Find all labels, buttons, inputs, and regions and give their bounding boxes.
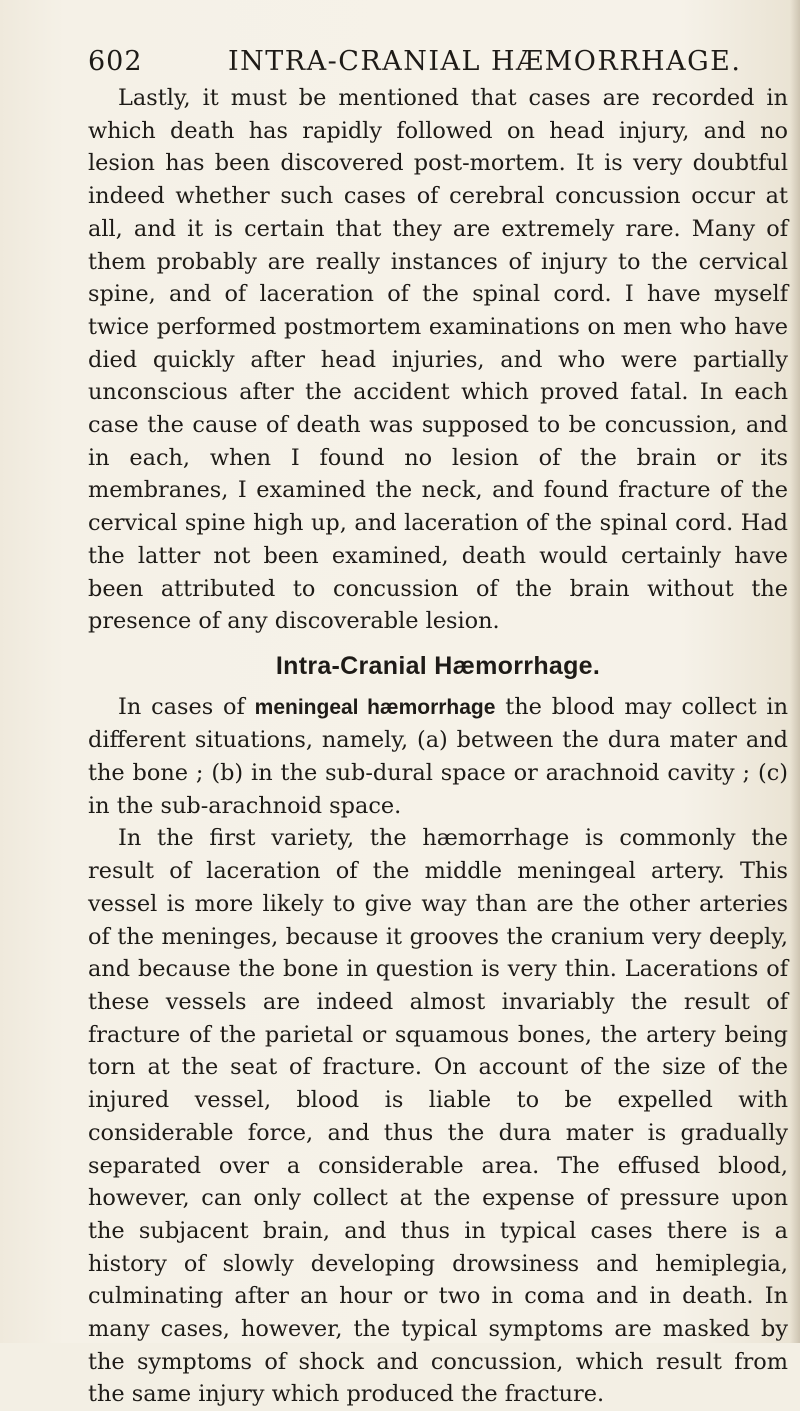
paragraph-lead: In cases of <box>118 693 255 720</box>
paragraph-meningeal-situations <box>88 691 788 823</box>
page-header <box>88 46 788 86</box>
section-heading: Intra-Cranial Hæmorrhage. <box>275 651 601 680</box>
paragraph-concussion: Lastly, it must be mentioned that cases are recorded in which death has rapidly followed on head injury, and no lesion has been discovered post-mortem. It is very doubtful indeed whether such cases of cerebral concussion occur at all, and it is certain that they are extremely rare. Many of them probably are really instances of injury to the cervical spine, and of laceration of the spinal cord. I have myself twice performed postmortem examinations on men who have died quickly after head injuries, and who were partially unconscious after the accident which proved fatal. In each case the cause of death was supposed to be concussion, and in each, when I found no lesion of the brain or its membranes, I examined the neck, and found fracture of the cervical spine high up, and laceration of the spinal cord. Had the latter not been examined, death would certainly have been attributed to concussion of the brain without the presence of any discoverable lesion. <box>88 85 788 635</box>
paragraph-first-variety: In the first variety, the hæmorrhage is commonly the result of laceration of the middle meningeal artery. This vessel is more likely to give way than are the other arteries of the meninges, because it grooves the cranium very deeply, and because the bone in question is very thin. Lacerations of these vessels are indeed almost invariably the result of fracture of the parietal or squamous bones, the artery being torn at the seat of fracture. On account of the size of the injured vessel, blood is liable to be expelled with considerable force, and thus the dura mater is gradually separated over a considerable area. The effused blood, however, can only collect at the expense of pressure upon the subjacent brain, and thus in typical cases there is a history of slowly developing drowsiness and hemiplegia, culminating after an hour or two in coma and in death. In many cases, however, the typical symptoms are masked by the symptoms of shock and concussion, which result from the same injury which produced the fracture. <box>88 825 788 1408</box>
body-text <box>88 82 788 1411</box>
page-edge-shadow <box>790 0 800 1343</box>
bold-term-meningeal-haemorrhage: meningeal hæmorrhage <box>254 695 496 719</box>
paragraph-rest: the blood may collect in different situations, namely, (a) between the dura mater and the bone ; (b) in the sub-dural space or arachnoid cavity ; (c) in the sub-arachnoid space. <box>88 693 788 819</box>
running-head: INTRA-CRANIAL HÆMORRHAGE. <box>228 46 742 77</box>
page-number: 602 <box>88 46 143 77</box>
